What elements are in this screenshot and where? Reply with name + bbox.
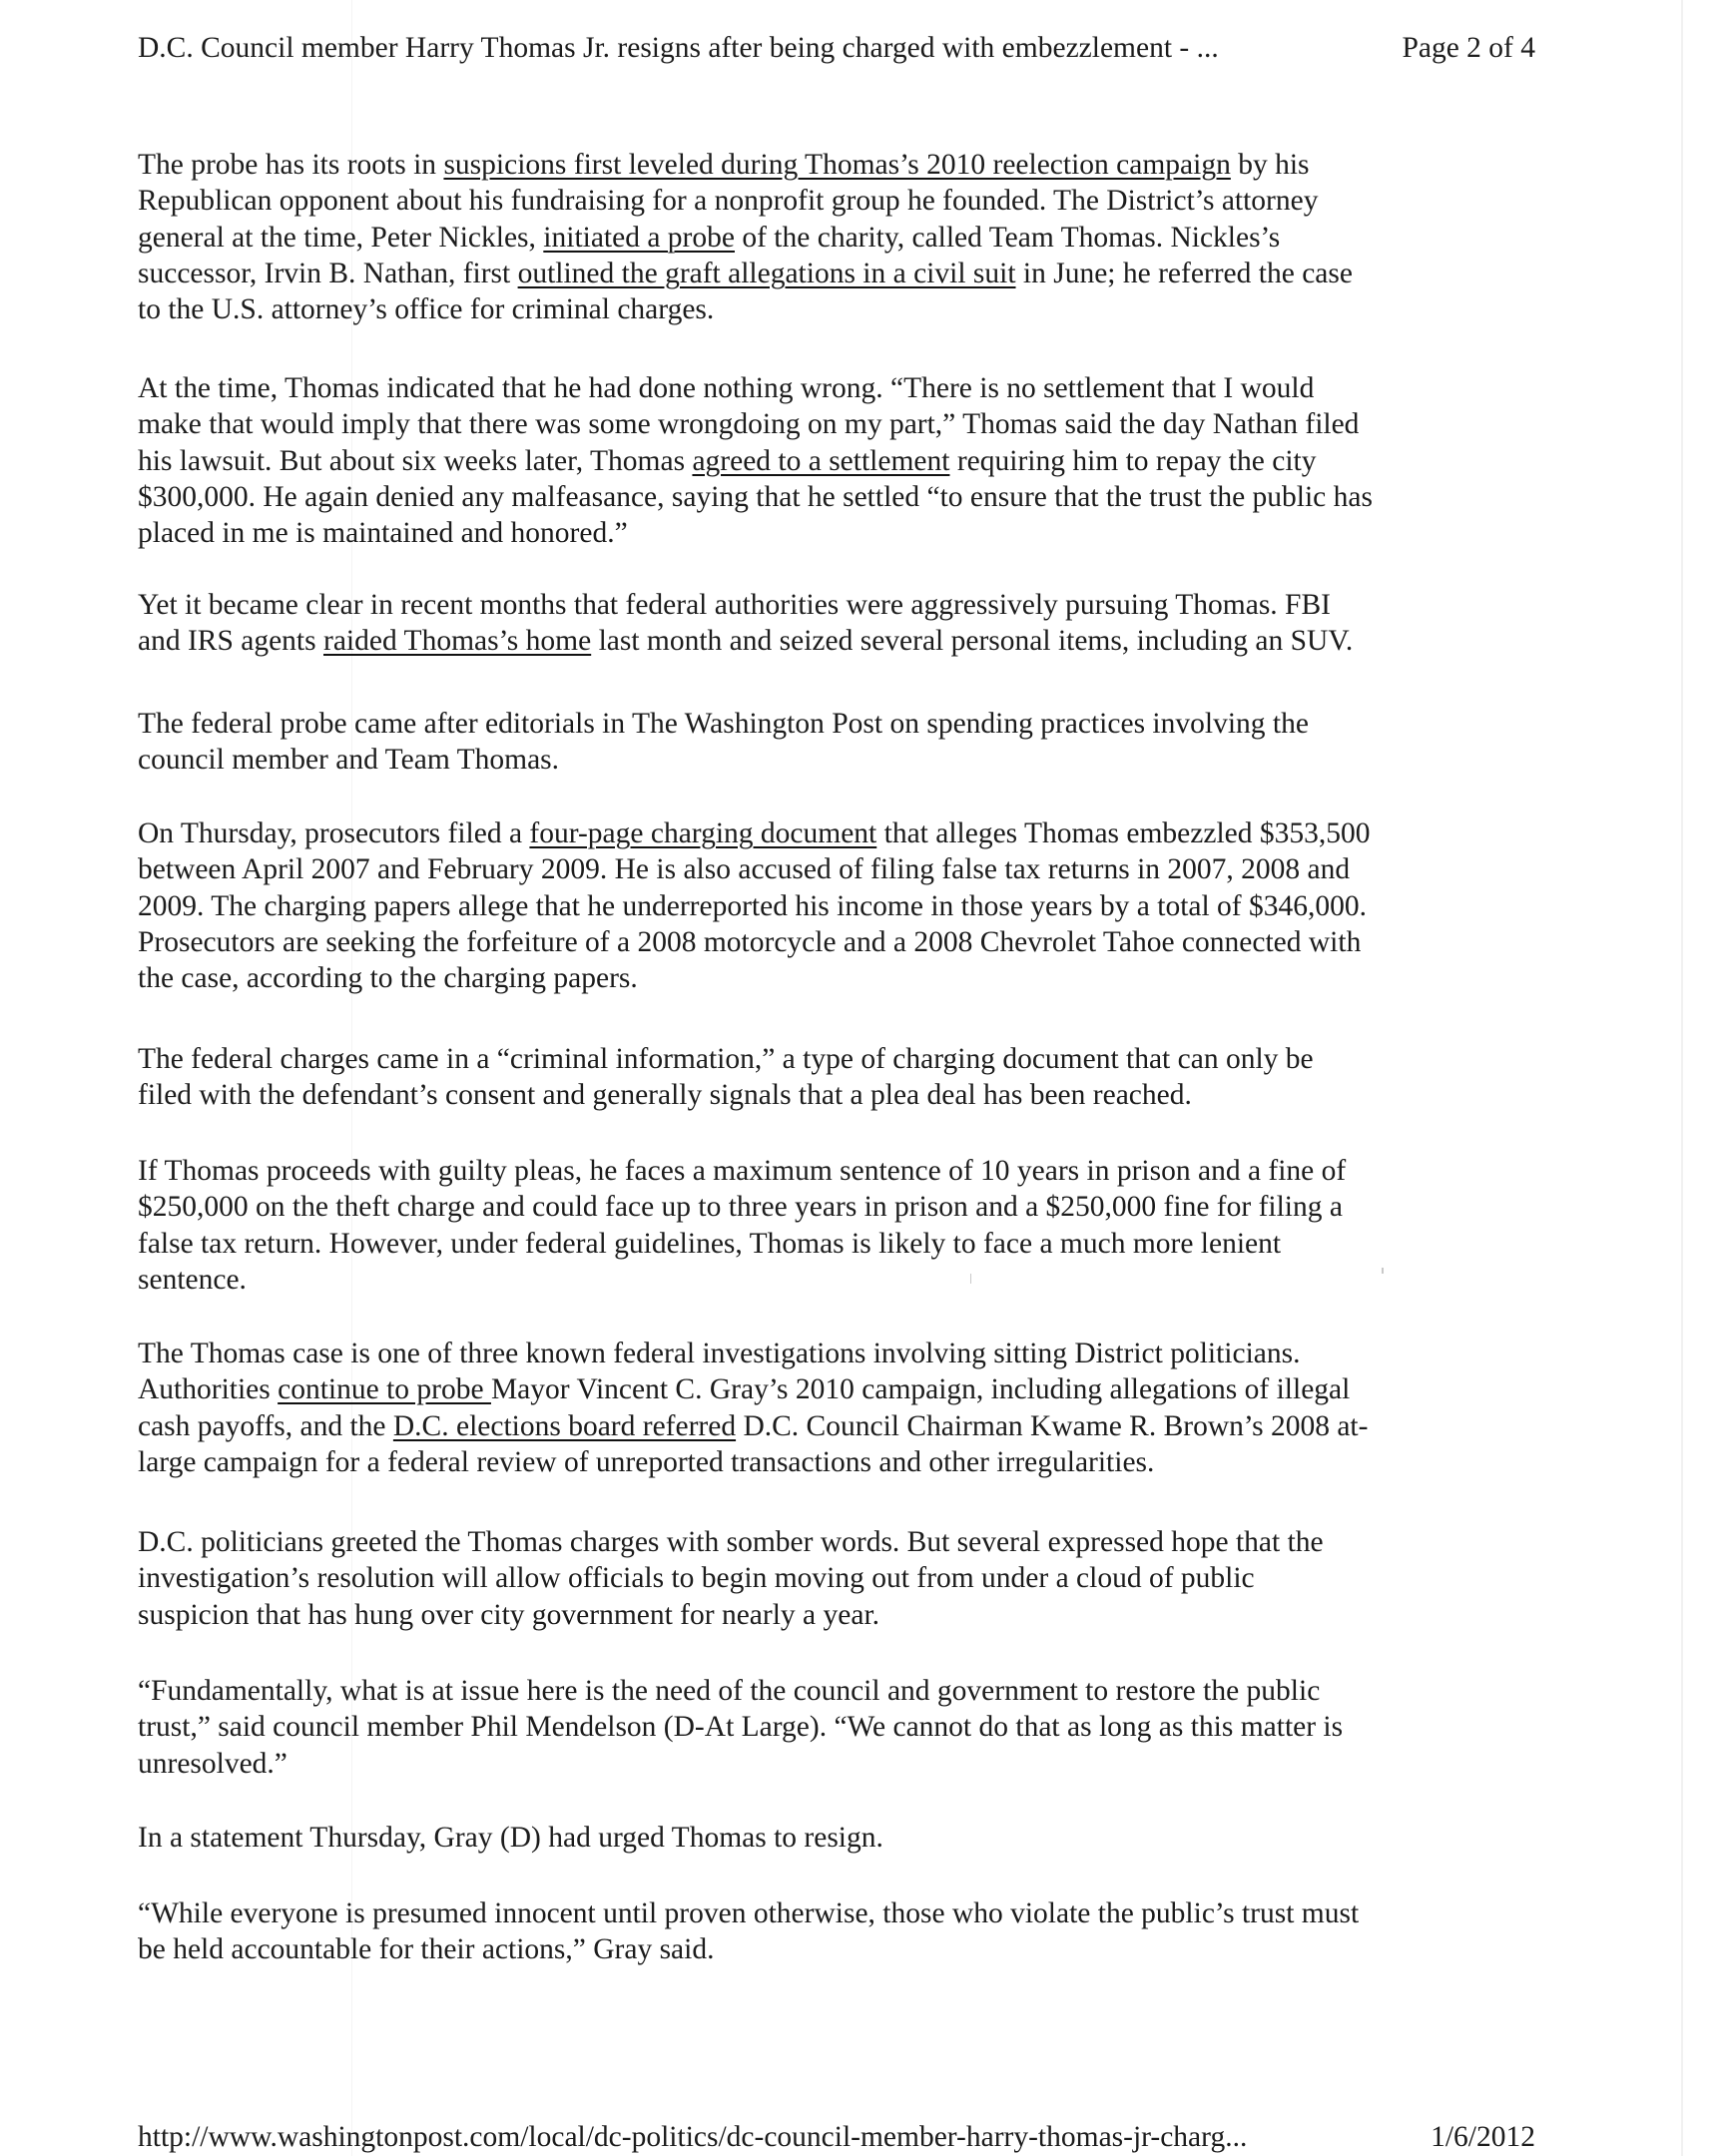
text-line — [138, 256, 1555, 291]
text-line — [138, 815, 1555, 851]
text-segment: large campaign for a federal review of unreported transactions and other irregularities. — [138, 1445, 1155, 1478]
text-line — [138, 1524, 1555, 1560]
text-line — [138, 587, 1555, 623]
text-line — [138, 924, 1555, 960]
text-segment: between April 2007 and February 2009. He is also accused of filing false tax returns in 2007, 2008 and — [138, 853, 1351, 886]
text-segment: $300,000. He again denied any malfeasance, saying that he settled “to ensure that the trust the public has — [138, 480, 1373, 513]
text-segment: In a statement Thursday, Gray (D) had urged Thomas to resign. — [138, 1822, 883, 1854]
text-segment: unresolved.” — [138, 1747, 288, 1780]
text-segment: At the time, Thomas indicated that he had done nothing wrong. “There is no settlement that I would — [138, 372, 1315, 404]
text-segment: council member and Team Thomas. — [138, 744, 560, 777]
text-line — [138, 406, 1555, 442]
text-segment: D.C. politicians greeted the Thomas charges with somber words. But several expressed hope that the — [138, 1526, 1324, 1558]
text-line — [138, 1226, 1555, 1262]
text-segment: On Thursday, prosecutors filed a — [138, 817, 530, 849]
scan-speck — [1382, 1268, 1384, 1274]
text-line — [138, 1444, 1555, 1480]
text-line — [138, 291, 1555, 327]
text-line — [138, 220, 1555, 256]
text-segment: The Thomas case is one of three known federal investigations involving sitting District politicians. — [138, 1338, 1301, 1369]
text-line — [138, 370, 1555, 406]
text-line — [138, 742, 1555, 778]
text-line — [138, 1262, 1555, 1298]
paragraph — [138, 1524, 1555, 1633]
text-line — [138, 1077, 1555, 1113]
scan-edge-shadow — [1681, 0, 1683, 2156]
text-segment: placed in me is maintained and honored.” — [138, 517, 628, 550]
text-line — [138, 1371, 1555, 1407]
paragraph — [138, 147, 1555, 327]
text-segment: that alleges Thomas embezzled $353,500 — [876, 817, 1371, 849]
text-segment: general at the time, Peter Nickles, — [138, 221, 544, 254]
text-segment: The probe has its roots in — [138, 149, 444, 181]
text-line — [138, 1673, 1555, 1709]
paragraph — [138, 1895, 1555, 1968]
text-segment: his lawsuit. But about six weeks later, Thomas — [138, 444, 693, 477]
text-segment: Yet it became clear in recent months that federal authorities were aggressively pursuing Thomas. FBI — [138, 589, 1331, 621]
text-line — [138, 1895, 1555, 1931]
text-segment: successor, Irvin B. Nathan, first — [138, 257, 518, 289]
text-segment: investigation’s resolution will allow officials to begin moving out from under a cloud of public — [138, 1562, 1255, 1595]
article-link[interactable]: suspicions first leveled during Thomas’s 2010 reelection campaign — [443, 149, 1231, 181]
text-segment: cash payoffs, and the — [138, 1409, 393, 1442]
page-header — [138, 28, 1535, 68]
text-segment: requiring him to repay the city — [949, 444, 1317, 477]
text-segment: 2009. The charging papers allege that he underreported his income in those years by a total of $346,000. — [138, 889, 1368, 922]
paragraph — [138, 706, 1555, 779]
text-segment: of the charity, called Team Thomas. Nickles’s — [734, 221, 1281, 254]
text-segment: sentence. — [138, 1263, 247, 1296]
article-link[interactable]: raided Thomas’s home — [323, 625, 592, 658]
scan-speck — [970, 1274, 971, 1284]
source-url: http://www.washingtonpost.com/local/dc-politics/dc-council-member-harry-thomas-jr-charg... — [138, 2121, 1248, 2153]
paragraph — [138, 370, 1555, 551]
paragraph — [138, 1153, 1555, 1298]
text-line — [138, 851, 1555, 887]
text-segment: Republican opponent about his fundraising for a nonprofit group he founded. The District’s attorney — [138, 185, 1319, 218]
text-segment: “While everyone is presumed innocent until proven otherwise, those who violate the public’s trust must — [138, 1897, 1360, 1929]
text-segment: make that would imply that there was some wrongdoing on my part,” Thomas said the day Nathan filed — [138, 408, 1360, 441]
paragraph — [138, 1041, 1555, 1114]
paragraph — [138, 815, 1555, 996]
text-segment: by his — [1230, 149, 1310, 181]
text-segment: Prosecutors are seeking the forfeiture of a 2008 motorcycle and a 2008 Chevrolet Tahoe connected with — [138, 925, 1362, 958]
text-segment: D.C. Council Chairman Kwame R. Brown’s 2008 at- — [736, 1409, 1369, 1442]
paragraph — [138, 1336, 1555, 1480]
article-link[interactable]: four-page charging document — [529, 817, 877, 849]
text-line — [138, 1709, 1555, 1745]
text-segment: $250,000 on the theft charge and could face up to three years in prison and a $250,000 fine for filing a — [138, 1191, 1343, 1224]
text-line — [138, 1408, 1555, 1444]
text-segment: last month and seized several personal items, including an SUV. — [591, 625, 1354, 658]
article-link[interactable]: outlined the graft allegations in a civil suit — [517, 257, 1016, 289]
text-line — [138, 1931, 1555, 1967]
print-date: 1/6/2012 — [1431, 2121, 1535, 2153]
text-line — [138, 1041, 1555, 1077]
text-segment: trust,” said council member Phil Mendelson (D-At Large). “We cannot do that as long as this matter is — [138, 1711, 1344, 1744]
text-segment: “Fundamentally, what is at issue here is the need of the council and government to restore the public — [138, 1675, 1321, 1707]
paragraph — [138, 1673, 1555, 1782]
text-line — [138, 1560, 1555, 1596]
text-line — [138, 1153, 1555, 1189]
text-line — [138, 443, 1555, 479]
paragraph — [138, 1820, 1555, 1856]
text-line — [138, 1336, 1555, 1371]
article-link[interactable]: initiated a probe — [543, 221, 735, 254]
text-line — [138, 515, 1555, 551]
text-segment: the case, according to the charging papers. — [138, 962, 638, 995]
text-line — [138, 1746, 1555, 1782]
text-segment: to the U.S. attorney’s office for criminal charges. — [138, 293, 715, 326]
text-segment: Mayor Vincent C. Gray’s 2010 campaign, including allegations of illegal — [490, 1373, 1351, 1406]
text-line — [138, 888, 1555, 924]
text-segment: If Thomas proceeds with guilty pleas, he faces a maximum sentence of 10 years in prison and a fine of — [138, 1155, 1347, 1187]
text-line — [138, 1820, 1555, 1856]
text-line — [138, 623, 1555, 659]
article-link[interactable]: agreed to a settlement — [692, 444, 950, 477]
text-segment: suspicion that has hung over city government for nearly a year. — [138, 1598, 880, 1631]
text-line — [138, 706, 1555, 742]
page-footer — [138, 2118, 1535, 2156]
article-link[interactable]: D.C. elections board referred — [392, 1409, 737, 1442]
text-segment: and IRS agents — [138, 625, 323, 658]
paragraph — [138, 587, 1555, 660]
text-segment: The federal probe came after editorials in The Washington Post on spending practices involving the — [138, 708, 1309, 740]
text-segment: be held accountable for their actions,” Gray said. — [138, 1933, 715, 1966]
text-line — [138, 1597, 1555, 1633]
text-segment: The federal charges came in a “criminal information,” a type of charging document that can only be — [138, 1043, 1314, 1075]
text-segment: in June; he referred the case — [1015, 257, 1353, 289]
text-line — [138, 147, 1555, 183]
text-line — [138, 479, 1555, 515]
text-segment: filed with the defendant’s consent and generally signals that a plea deal has been reached. — [138, 1079, 1192, 1112]
text-segment: false tax return. However, under federal guidelines, Thomas is likely to face a much more lenient — [138, 1227, 1282, 1260]
page-indicator: Page 2 of 4 — [1402, 32, 1535, 64]
article-link[interactable]: continue to probe — [278, 1373, 491, 1406]
text-line — [138, 183, 1555, 219]
text-segment: Authorities — [138, 1373, 279, 1406]
text-line — [138, 1189, 1555, 1225]
article-title: D.C. Council member Harry Thomas Jr. resigns after being charged with embezzlement - ... — [138, 32, 1219, 64]
text-line — [138, 960, 1555, 996]
